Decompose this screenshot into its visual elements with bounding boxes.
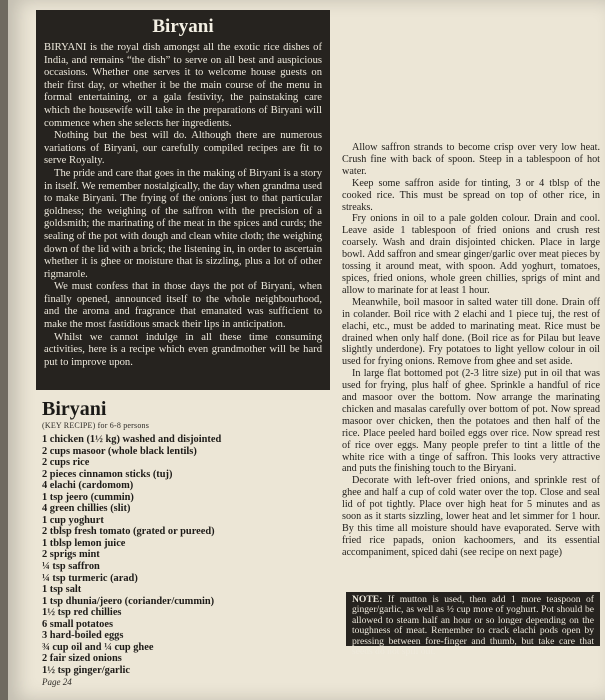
ingredient-item: 2 sprigs mint (42, 549, 100, 561)
method-paragraph: Fry onions in oil to a pale golden colour. Drain and cool. Leave aside 1 tablespoon of fried onions and crush rest coarsely. Wash and drain disjointed chicken. Place in large bowl. Add saffron and smear ginger/garlic over meat pieces by tossing it around meat, with spoon. Add yoghurt, tomatoes, spices, fried onions, whole green chillies, sprigs of mint and allow to marinate for at least 1 hour. (342, 213, 600, 296)
cookbook-page (8, 0, 605, 700)
intro-paragraph: Nothing but the best will do. Although there are numerous variations of Biryani, our carefully compiled recipes are fit to serve Royalty. (44, 130, 322, 167)
method-paragraph: Meanwhile, boil masoor in salted water till done. Drain off in colander. Boil rice with 2 elachi and 1 piece tuj, the rest of elachi, etc., must be added to marinating meat. Rice must be drained when only half done. (Boil rice as for Pilau but leave slightly underdone). Fry potatoes to light yellow colour in oil used for frying onions. Remove from ghee and set aside. (342, 296, 600, 368)
ingredient-list (42, 434, 332, 676)
method-paragraph: Allow saffron strands to become crisp over very low heat. Crush fine with back of spoon. Steep in a tablespoon of hot water. (342, 142, 600, 177)
page-number: Page 24 (42, 677, 72, 687)
note-text: If mutton is used, then add 1 more teaspoon of ginger/garlic, as well as ½ cup more of yoghurt. Pot should be allowed to steam half an hour or so longer depending on the toughness of meat. Remember to crack elachi pods open by pressing between fore-finger and thumb, but take care that seeds do not spill out. (352, 594, 594, 658)
ingredient-item: 1 cup yoghurt (42, 514, 104, 526)
intro-paragraph: BIRYANI is the royal dish amongst all the exotic rice dishes of India, and remains “the dish” to serve on all best and auspicious occasions. Whether one serves it to welcome house guests on their first day, or whether it be the main course of the menu in formal entertaining, or a gala festivity, the painstaking care which the housewife will take in the preparations of Biryani will commence when she selects her ingredients. (44, 42, 322, 129)
recipe-title: Biryani (42, 398, 107, 420)
ingredient-item: 1 tblsp lemon juice (42, 537, 126, 549)
ingredient-item: 1 tsp jeero (cummin) (42, 491, 134, 503)
method-paragraph: Keep some saffron aside for tinting, 3 or 4 tblsp of the cooked rice. This must be spread on top of other rice, in streaks. (342, 177, 600, 213)
ingredient-item: 1½ tsp red chillies (42, 607, 122, 619)
ingredient-item: 1 tsp salt (42, 584, 82, 596)
ingredient-item: 1 tsp dhunia/jeero (coriander/cummin) (42, 595, 215, 607)
intro-paragraph: Whilst we cannot indulge in all these time consuming activities, here is a recipe which even grandmother will be hard put to improve upon. (44, 331, 322, 368)
ingredient-item: 4 green chillies (slit) (42, 503, 131, 515)
ingredient-item: 2 pieces cinnamon sticks (tuj) (42, 468, 173, 480)
intro-box (36, 10, 330, 390)
ingredient-item: 4 elachi (cardomom) (42, 480, 134, 492)
ingredient-item: 2 cups rice (42, 457, 90, 469)
method-paragraph: Decorate with left-over fried onions, and sprinkle rest of ghee and half a cup of cold water over the top. Close and seal lid of pot tightly. Place over high heat for 5 minutes and as soon as it starts sizzling, lower heat and let simmer for 1 hour. By this time all moisture should have evaporated. Serve with fried rice papads, onion kachoomers, and its essential accompaniment, spiced dahi (see recipe on next page) (342, 475, 600, 558)
ingredient-item: 3 hard-boiled eggs (42, 630, 124, 642)
note-label: NOTE: (352, 594, 383, 605)
ingredient-item: 1½ tsp ginger/garlic (42, 664, 131, 676)
ingredient-item: ¼ tsp saffron (42, 561, 100, 573)
ingredient-item: ¼ tsp turmeric (arad) (42, 572, 138, 584)
recipe-subtitle: (KEY RECIPE) for 6-8 persons (42, 421, 150, 430)
ingredient-item: 2 cups masoor (whole black lentils) (42, 445, 197, 457)
ingredient-item: ¾ cup oil and ¼ cup ghee (42, 641, 154, 653)
intro-paragraph: The pride and care that goes in the making of Biryani is a story in itself. We remember nostalgically, the day when grandma used to make Biryani. The frying of the onions just to that particular goldness; the weighing of the saffron with the precision of a goldsmith; the marinating of the meat in the spices and curds; the sealing of the pot with dough and clean white cloth; the weighing down of the lid with a brick; the listening in, in order to ascertain whether it is ghee or moisture that is sizzling, plus a lot of other rigmarole. (44, 167, 322, 280)
intro-paragraph: We must confess that in those days the pot of Biryani, when finally opened, announced itself to the whole neighbourhood, and the aroma and fragrance that emanated was sufficient to make the most fastidious smack their lips in anticipation. (44, 281, 322, 331)
ingredient-item: 1 chicken (1½ kg) washed and disjointed (42, 434, 222, 445)
ingredient-item: 2 fair sized onions (42, 653, 122, 665)
ingredient-item: 6 small potatoes (42, 618, 113, 630)
note-text-block (352, 595, 594, 657)
method-column (342, 142, 600, 559)
ingredient-item: 2 tblsp fresh tomato (grated or pureed) (42, 526, 215, 538)
method-paragraph: In large flat bottomed pot (2-3 litre size) put in oil that was used for frying, plus half of ghee. Sprinkle a handful of rice and masoor over the bottom. Now arrange the marinating chicken and masalas carefully over bottom of pot. Now spread masoor over chicken, then the potatoes and then half of the rice. Place peeled hard boiled eggs over rice. Now spread rest of rice over eggs. Many people prefer to tint a little of the white rice with a tinge of saffron. This looks very attractive and puts the finishing touch to the Biryani. (342, 368, 600, 475)
note-box (346, 592, 600, 658)
intro-title: Biryani (152, 16, 214, 37)
